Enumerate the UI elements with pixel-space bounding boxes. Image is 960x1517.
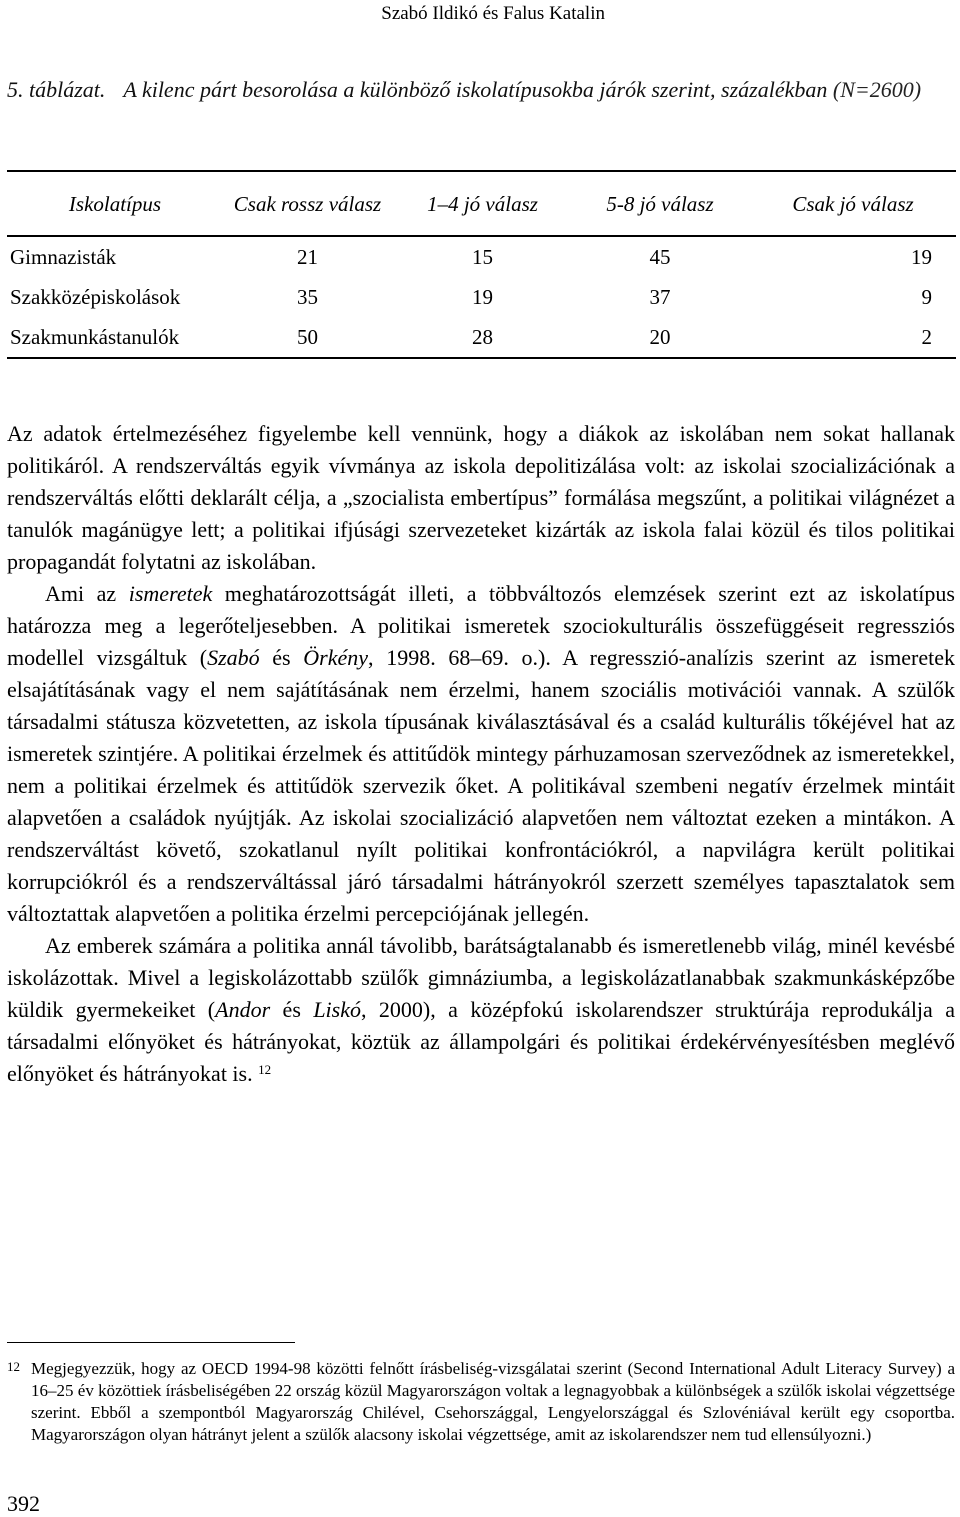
column-header: Iskolatípus xyxy=(7,171,220,236)
table-cell: 19 xyxy=(472,285,493,309)
table-caption-text: A kilenc párt besorolása a különböző iskolatípusokba járók szerint, százalékban xyxy=(123,77,828,102)
table-row xyxy=(7,317,956,358)
text-run: , 1998. 68–69. o.). A regresszió-analízis szerint az ismeretek elsajátításának vagy el nem sajátításának nem érzelmi, hanem szociális motivációi vannak. A szülők társadalmi státusza közvetetten, az iskola típusának kiválasztásával és a család kulturális tőkéjével hat az ismeretek szintjére. A politikai érzelmek és attitűdök mintegy párhuzamosan szerveződnek az ismeretekkel, nem a politikai érzelmek és attitűdök szervezik őket. A politikával szembeni negatív érzelmek mintáit alapvetően a családok nyújtják. Az iskolai szocializáció alapvetően nem változtat ezeken a mintákon. A rendszerváltást követő, szokatlanul nyílt politikai konfrontációkról, a napvilágra került politikai korrupciókról és a rendszerváltással járó társadalmi hátrányokról szerzett személyes tapasztalatok sem változtattak alapvetően a politika érzelmi percepciójának jellegén. xyxy=(7,645,955,926)
footnote xyxy=(7,1358,955,1446)
paragraph: Az adatok értelmezéséhez figyelembe kell vennünk, hogy a diákok az iskolában nem sokat hallanak politikáról. A rendszerváltás egyik vívmánya az iskola depolitizálása volt: az iskolai szocializációnak a rendszerváltás előtti deklarált célja, a „szocialista embertípus” formálása megszűnt, a politikai világnézet a tanulók magánügye lett; a politikai ifjúsági szervezeteket kizárták az iskola falai közül és tilos politikai propagandát folytatni az iskolában. xyxy=(7,421,955,574)
citation-author: Liskó xyxy=(313,997,361,1022)
column-header: Csak rossz válasz xyxy=(220,171,395,236)
footnote-separator xyxy=(7,1342,295,1343)
table-cell: 45 xyxy=(649,245,671,269)
table-caption xyxy=(7,74,953,106)
table-label: 5. táblázat. xyxy=(7,77,106,102)
column-header: 5-8 jó válasz xyxy=(570,171,750,236)
footnote-text: Megjegyezzük, hogy az OECD 1994-98 közötti felnőtt írásbeliség-vizsgálatai szerint (Second International Adult Literacy Survey) a 16–25 év közöttiek írásbeliségében 22 ország közül Magyarországon voltak a legnagyobbak a különbségek a szülők iskolai végzettsége szerint. Ebből a szempontból Magyarország Chilével, Csehországgal, Lengyelországgal és Szlovéniával került egy csoportba. Magyarországon olyan hátrányt jelent a szülők alacsony iskolai végzettsége, amit az iskolarendszer nem tud ellensúlyozni.) xyxy=(31,1359,955,1444)
table-header-row xyxy=(7,171,956,236)
table-cell: 50 xyxy=(220,317,395,358)
body-text xyxy=(7,418,955,1090)
citation-author: Örkény xyxy=(303,645,369,670)
citation-author: Szabó xyxy=(207,645,260,670)
table-cell: 2 xyxy=(750,317,956,358)
table-cell: 20 xyxy=(570,317,750,358)
citation-author: Andor xyxy=(215,997,271,1022)
table-cell: 15 xyxy=(472,245,493,269)
table-cell: 35 xyxy=(297,285,318,309)
paragraph xyxy=(7,930,955,1090)
text-run: Az emberek számára a politika annál távolibb, barátságtalanabb és ismeretlenebb világ, minél kevésbé iskolázottak. Mivel a legiskolázottabb szülők gimnáziumba, a legiskolázatlanabbak szakmunkásképzőbe küldik gyermekeiket ( xyxy=(7,933,955,1022)
table-cell: 19 xyxy=(911,245,932,269)
table-sample-size: (N=2600) xyxy=(832,77,922,102)
text-run: , 2000), a középfokú iskolarendszer struktúrája reprodukálja a társadalmi előnyöket és hátrányokat, köztük az állampolgári és politikai érdekérvényesítésben meglévő előnyöket és hátrányokat is. xyxy=(7,997,955,1086)
text-run: és xyxy=(270,997,314,1022)
table-row xyxy=(7,277,956,317)
footnote-number: 12 xyxy=(7,1359,20,1374)
text-run: Ami az xyxy=(45,581,129,606)
text-run: és xyxy=(259,645,304,670)
table-cell: 37 xyxy=(649,285,671,309)
table-cell: Szakközépiskolások xyxy=(10,285,181,309)
table-cell: 28 xyxy=(395,317,570,358)
page-number: 392 xyxy=(7,1491,40,1516)
emphasis: ismeretek xyxy=(128,581,213,606)
table-cell: 9 xyxy=(921,285,932,309)
table-cell: Gimnazisták xyxy=(10,245,117,269)
text-run: meghatározottságát illeti, a többváltozós elemzések szerint ezt az iskolatípus határozza meg a legerőteljesebben. A politikai ismeretek szociokulturális összefüggéseit regressziós modellel vizsgáltuk ( xyxy=(7,581,955,670)
running-header: Szabó Ildikó és Falus Katalin xyxy=(381,3,605,24)
paragraph xyxy=(7,578,955,930)
table-cell: 21 xyxy=(297,245,318,269)
column-header: 1–4 jó válasz xyxy=(395,171,570,236)
column-header: Csak jó válasz xyxy=(750,171,956,236)
table-cell: Szakmunkástanulók xyxy=(7,317,220,358)
table-row xyxy=(7,236,956,277)
footnote-reference[interactable]: 12 xyxy=(258,1062,272,1077)
data-table xyxy=(7,170,956,359)
